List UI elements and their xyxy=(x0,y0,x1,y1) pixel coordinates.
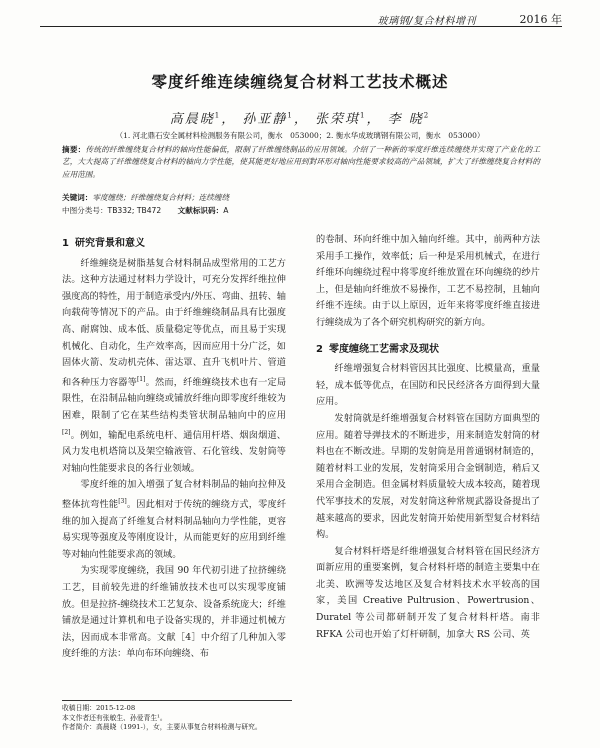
author-intro: 作者简介：高晨晓（1991-），女，主要从事复合材料检测与研究。 xyxy=(62,723,262,731)
paragraph-text: 。然而，纤维缠绕技术也有一定局限性，在沿制品轴向缠绕或铺放纤维向即零度纤维较为困难，限制了它在某些结构类管状制品轴向中的应用 xyxy=(62,376,287,421)
left-column xyxy=(62,232,286,663)
author-affil-marker: 1 xyxy=(360,111,367,120)
keywords-text: 零度缠绕；纤维缠绕复合材料；连续缠绕 xyxy=(92,193,230,202)
affiliation: （1. 河北鼎石安全属材料检测服务有限公司，衡水 053000；2. 衡水华成玻璃钢有限公司，衡水 053000） xyxy=(115,131,485,140)
abstract xyxy=(62,144,540,181)
received-date: 收稿日期：2015-12-08 xyxy=(62,704,136,712)
author-list: 高晨晓$^1$， 孙亚静$^1$， 张荣琪$^1$， 李 晓$^2$ xyxy=(169,111,431,127)
corresponding-note: 本文作者还有张敏生、孙爱青生¹。 xyxy=(62,713,167,722)
section-title: 零度缠绕工艺需求及现状 xyxy=(328,343,439,355)
author-name: 孙亚静 xyxy=(242,112,288,127)
author-affil-marker: 1 xyxy=(214,111,222,120)
paragraph xyxy=(62,256,286,478)
author-name: 张荣琪 xyxy=(315,112,361,127)
right-column xyxy=(316,232,540,643)
paragraph: 纤维增强复合材料管因其比强度、比模量高，重量轻，成本低等优点，在国防和民民经济各方面得到大量应用。 xyxy=(316,363,540,408)
citation: [1] xyxy=(136,375,146,383)
section-title: 研究背景和意义 xyxy=(74,238,145,249)
paper-title: 零度纤维连续缠绕复合材料工艺技术概述 xyxy=(151,73,449,91)
classification xyxy=(62,205,540,216)
author-affil-marker: 1 xyxy=(287,111,294,120)
abstract-label: 摘要： xyxy=(62,145,86,154)
document-code-label: 文献标识码： xyxy=(177,206,224,215)
paragraph xyxy=(62,477,286,563)
paragraph-text: 零度纤维的加入增强了复合材料制品的轴向拉伸及整体抗弯性能 xyxy=(62,479,286,511)
author-name: 高晨晓 xyxy=(169,112,215,127)
keywords-label: 关键词： xyxy=(62,193,93,202)
abstract-text: 传统的纤维缠绕复合材料的轴向性能偏低，限制了纤维缠绕制品的应用领域。介绍了一种新的零度纤维连续缠绕并实现了产业化的工艺，大大提高了纤维缠绕复合材料的轴向力学性能，使其能更好地应用到對环形对轴向性能要求较高的产品领域，扩大了纤维缠绕复合材料的应用范围。 xyxy=(62,145,541,179)
paragraph-text: 。例如，输配电系统电杆、通信用杆塔、烟囱烟道、风力发电机塔筒以及架空输液管、石化管线、发射筒等对轴向性能要求良的各行业领域。 xyxy=(62,429,286,474)
author-name: 李 晓 xyxy=(387,112,424,127)
citation: [2] xyxy=(62,428,71,436)
running-header xyxy=(40,10,562,27)
paragraph: 为实现零度缠绕，我国 90 年代初引进了拉挤缠绕工艺，目前较先进的纤维铺放技术也可以实现零度铺放。但是拉挤-缠绕技术工艺复杂、设备系统庞大；纤维铺放是通过计算机和电子设备实现的，并非通过机械方法，因而成本非常高。文献［4］中介绍了几种加入零度纤维的方法：单向布环向缠绕、布 xyxy=(62,565,286,660)
paragraph: 发射筒就是纤维增强复合材料管在国防方面典型的应用。随着导弹技术的不断进步，用来制造发射筒的材料也在不断改进。早期的发射筒是用普通钢材制造的，随着材料工业的发展，发射筒采用合金钢制造，稍后又采用合金制造。但金属材料质量较大成本较高，随着现代军事技术的发展，对发射筒这种常规武器设备提出了越来越高的要求，因此发射筒开始使用新型复合材料结构。 xyxy=(316,412,540,541)
paragraph-text: 纤维缠绕是树脂基复合材料制品成型常用的工艺方法。这种方法通过材料力学设计，可充分发挥纤维拉伸强度高的特性，用于制造承受内/外压、弯曲、扭转、轴向载荷等情况下的产品。由于纤维缠绕制品具有比强度高、耐腐蚀、成本低、质量稳定等优点，而且易于实现机械化、自动化，生产效率高，因而应用十分广泛，如固体火箭、发动机壳体、雷达罩、直升飞机叶片、管道和各种压力容器等 xyxy=(62,257,286,388)
paragraph: 的卷制、环向纤维中加入轴向纤维。其中，前两种方法采用手工操作，效率低；后一种是采用机械式，在进行纤维环向缠绕过程中将零度纤维放置在环向缠绕的纱片上，但是轴向纤维放不易操作，工艺不易控制，且轴向纤维不连续。由于以上原因，近年来将零度纤维直接进行缠绕成为了各个研究机构研究的新方向。 xyxy=(316,234,540,328)
issue-year: 2016 年 xyxy=(519,13,562,26)
clc-number: 中图分类号：TB332; TB472 xyxy=(62,206,162,215)
footnote xyxy=(62,700,292,733)
citation: [3] xyxy=(118,498,127,506)
section-number: 2 xyxy=(316,343,323,355)
paragraph-text: 。因此相对于传统的缠绕方式，零度纤维的加入提高了纤维复合材料制品轴向力学性能，更容易实现等强度及等刚度设计，从而能更好的应用到纤维等对轴向性能要求高的领域。 xyxy=(62,499,287,560)
section-heading xyxy=(62,236,286,253)
journal-name: 玻璃钢/复合材料增刊 xyxy=(377,16,476,27)
section-number: 1 xyxy=(62,238,69,249)
author-affil-marker: 2 xyxy=(423,111,431,120)
document-code: A xyxy=(223,206,229,215)
section-heading xyxy=(316,342,540,359)
keywords xyxy=(62,192,540,203)
paragraph: 复合材料杆塔是纤维增强复合材料管在国民经济方面新应用的重要案例，复合材料杆塔的制造主要集中在北美、欧洲等发达地区及复合材料技术水平较高的国家，美国 Creative Pultrusion、Powertrusion、Duratel 等公司都研制开发了复合材料杆塔。南非 RFKA 公司也开始了灯杆研制，加拿大 RS 公司、英 xyxy=(316,545,540,640)
